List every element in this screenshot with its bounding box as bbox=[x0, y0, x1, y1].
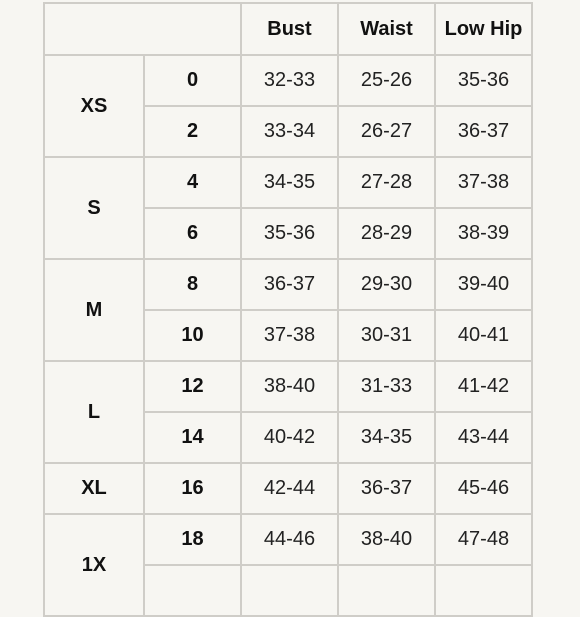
size-number: 0 bbox=[144, 55, 241, 106]
size-label: XS bbox=[44, 55, 144, 157]
header-row bbox=[44, 3, 532, 55]
waist-value: 26-27 bbox=[338, 106, 435, 157]
size-number: 12 bbox=[144, 361, 241, 412]
bust-value: 35-36 bbox=[241, 208, 338, 259]
hip-value: 36-37 bbox=[435, 106, 532, 157]
header-bust: Bust bbox=[241, 3, 338, 55]
waist-value: 27-28 bbox=[338, 157, 435, 208]
bust-value: 34-35 bbox=[241, 157, 338, 208]
waist-value: 28-29 bbox=[338, 208, 435, 259]
hip-value: 37-38 bbox=[435, 157, 532, 208]
table-row bbox=[44, 157, 532, 208]
size-number: 14 bbox=[144, 412, 241, 463]
bust-value: 44-46 bbox=[241, 514, 338, 565]
hip-value: 41-42 bbox=[435, 361, 532, 412]
size-chart-table bbox=[43, 2, 533, 617]
hip-value: 47-48 bbox=[435, 514, 532, 565]
bust-value: 38-40 bbox=[241, 361, 338, 412]
size-number bbox=[144, 565, 241, 616]
bust-value: 33-34 bbox=[241, 106, 338, 157]
table-row bbox=[44, 514, 532, 565]
bust-value bbox=[241, 565, 338, 616]
size-number: 18 bbox=[144, 514, 241, 565]
hip-value: 40-41 bbox=[435, 310, 532, 361]
hip-value: 43-44 bbox=[435, 412, 532, 463]
bust-value: 40-42 bbox=[241, 412, 338, 463]
hip-value: 38-39 bbox=[435, 208, 532, 259]
header-low-hip: Low Hip bbox=[435, 3, 532, 55]
waist-value bbox=[338, 565, 435, 616]
size-label: S bbox=[44, 157, 144, 259]
bust-value: 36-37 bbox=[241, 259, 338, 310]
size-number: 2 bbox=[144, 106, 241, 157]
table-row bbox=[44, 463, 532, 514]
waist-value: 34-35 bbox=[338, 412, 435, 463]
size-number: 16 bbox=[144, 463, 241, 514]
bust-value: 32-33 bbox=[241, 55, 338, 106]
size-label: 1X bbox=[44, 514, 144, 616]
size-label: L bbox=[44, 361, 144, 463]
bust-value: 42-44 bbox=[241, 463, 338, 514]
waist-value: 31-33 bbox=[338, 361, 435, 412]
waist-value: 30-31 bbox=[338, 310, 435, 361]
table-row bbox=[44, 259, 532, 310]
bust-value: 37-38 bbox=[241, 310, 338, 361]
size-number: 6 bbox=[144, 208, 241, 259]
table-row bbox=[44, 361, 532, 412]
size-label: XL bbox=[44, 463, 144, 514]
size-label: M bbox=[44, 259, 144, 361]
size-number: 10 bbox=[144, 310, 241, 361]
size-number: 8 bbox=[144, 259, 241, 310]
table-row bbox=[44, 55, 532, 106]
header-blank-cell bbox=[44, 3, 241, 55]
waist-value: 38-40 bbox=[338, 514, 435, 565]
hip-value bbox=[435, 565, 532, 616]
waist-value: 36-37 bbox=[338, 463, 435, 514]
size-number: 4 bbox=[144, 157, 241, 208]
header-waist: Waist bbox=[338, 3, 435, 55]
hip-value: 45-46 bbox=[435, 463, 532, 514]
waist-value: 25-26 bbox=[338, 55, 435, 106]
hip-value: 35-36 bbox=[435, 55, 532, 106]
hip-value: 39-40 bbox=[435, 259, 532, 310]
waist-value: 29-30 bbox=[338, 259, 435, 310]
